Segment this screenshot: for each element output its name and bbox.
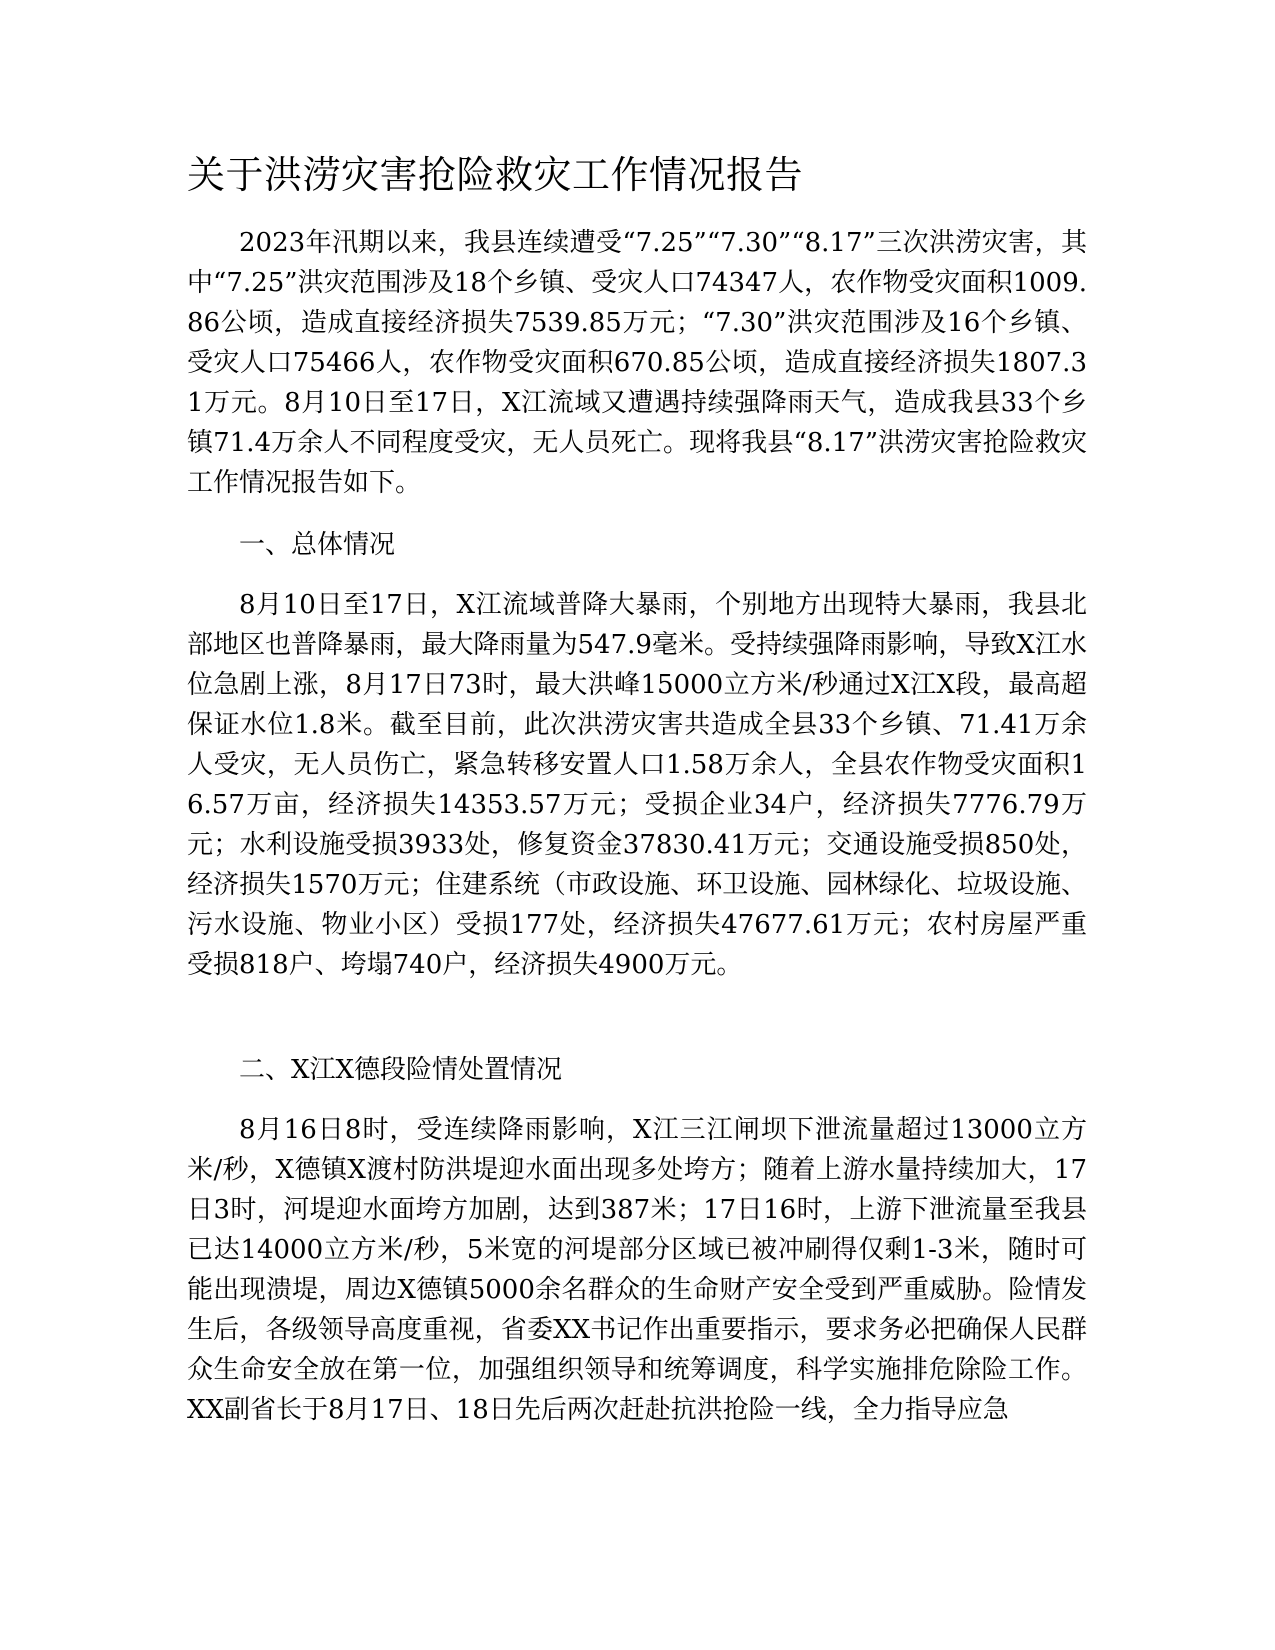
overview-paragraph: 8月10日至17日，X江流域普降大暴雨，个别地方出现特大暴雨，我县北部地区也普降暴雨，最大降雨量为547.9毫米。受持续强降雨影响，导致X江水位急剧上涨，8月17日73时，最大洪峰15000立方米/秒通过X江X段，最高超保证水位1.8米。截至目前，此次洪涝灾害共造成全县33个乡镇、71.41万余人受灾，无人员伤亡，紧急转移安置人口1.58万余人，全县农作物受灾面积16.57万亩，经济损失14353.57万元；受损企业34户，经济损失7776.79万元；水利设施受损3933处，修复资金37830.41万元；交通设施受损850处，经济损失1570万元；住建系统（市政设施、环卫设施、园林绿化、垃圾设施、污水设施、物业小区）受损177处，经济损失47677.61万元；农村房屋严重受损818户、垮塌740户，经济损失4900万元。 <box>187 590 1087 980</box>
section-heading-danger-handling: 二、X江X德段险情处置情况 <box>239 1055 563 1085</box>
intro-paragraph: 2023年汛期以来，我县连续遭受“7.25”“7.30”“8.17”三次洪涝灾害，其中“7.25”洪灾范围涉及18个乡镇、受灾人口74347人，农作物受灾面积1009.86公顷，造成直接经济损失7539.85万元；“7.30”洪灾范围涉及16个乡镇、受灾人口75466人，农作物受灾面积670.85公顷，造成直接经济损失1807.31万元。8月10日至17日，X江流域又遭遇持续强降雨天气，造成我县33个乡镇71.4万余人不同程度受灾，无人员死亡。现将我县“8.17”洪涝灾害抢险救灾工作情况报告如下。 <box>187 228 1087 498</box>
document-title: 关于洪涝灾害抢险救灾工作情况报告 <box>187 153 804 197</box>
section-heading-overview: 一、总体情况 <box>239 530 396 560</box>
danger-handling-paragraph: 8月16日8时，受连续降雨影响，X江三江闸坝下泄流量超过13000立方米/秒，X德镇X渡村防洪堤迎水面出现多处垮方；随着上游水量持续加大，17日3时，河堤迎水面垮方加剧，达到387米；17日16时，上游下泄流量至我县已达14000立方米/秒，5米宽的河堤部分区域已被冲刷得仅剩1-3米，随时可能出现溃堤，周边X德镇5000余名群众的生命财产安全受到严重威胁。险情发生后，各级领导高度重视，省委XX书记作出重要指示，要求务必把确保人民群众生命安全放在第一位，加强组织领导和统筹调度，科学实施排危除险工作。XX副省长于8月17日、18日先后两次赶赴抗洪抢险一线，全力指导应急 <box>187 1115 1087 1425</box>
